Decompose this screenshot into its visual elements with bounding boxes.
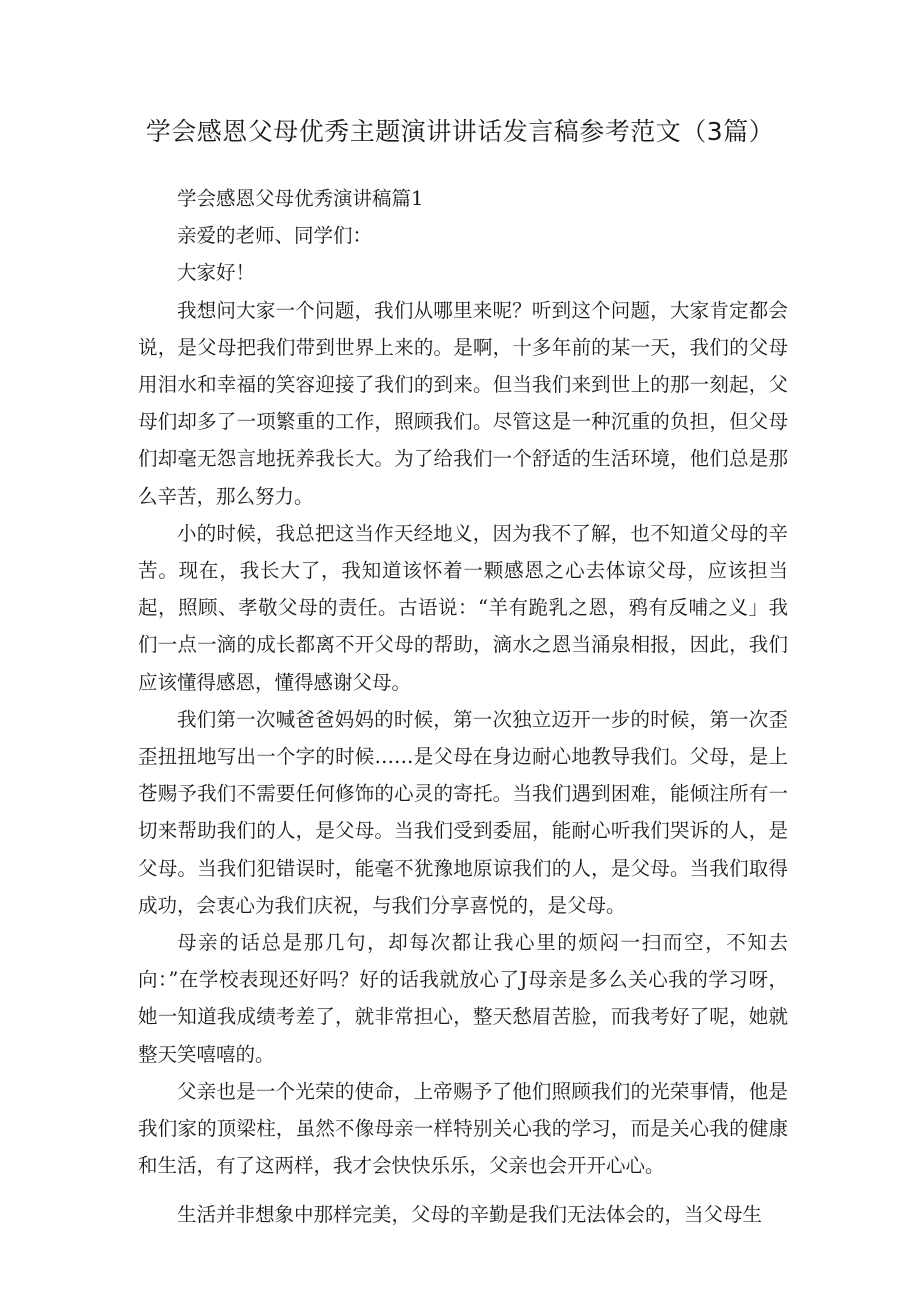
document-title: 学会感恩父母优秀主题演讲讲话发言稿参考范文（3篇） [145, 117, 775, 146]
paragraph: 生活并非想象中那样完美，父母的辛勤是我们无法体会的，当父母生 [177, 1203, 763, 1227]
paragraph: 小的时候，我总把这当作天经地义，因为我不了解，也不知道父母的辛苦。现在，我长大了，我知道该怀着一颗感恩之心去体谅父母，应该担当起，照顾、孝敬父母的责任。古语说：“羊有跪乳之恩，鸦有反哺之义」我们一点一滴的成长都离不开父母的帮助，滴水之恩当涌泉相报，因此，我们应该懂得感恩，懂得感谢父母。 [138, 521, 788, 694]
greeting: 大家好！ [177, 261, 256, 285]
paragraph: 母亲的话总是那几句，却每次都让我心里的烦闷一扫而空，不知去向：”在学校表现还好吗？好的话我就放心了J母亲是多么关心我的学习呀，她一知道我成绩考差了，就非常担心，整天愁眉苦脸，而我考好了呢，她就整天笑嘻嘻的。 [138, 931, 788, 1066]
paragraph: 父亲也是一个光荣的使命，上帝赐予了他们照顾我们的光荣事情，他是我们家的顶梁柱，虽然不像母亲一样特别关心我的学习，而是关心我的健康和生活，有了这两样，我才会快快乐乐，父亲也会开开心心。 [138, 1079, 788, 1178]
salutation: 亲爱的老师、同学们： [177, 224, 373, 248]
paragraph: 我们第一次喊爸爸妈妈的时候，第一次独立迈开一步的时候，第一次歪歪扭扭地写出一个字的时候……是父母在身边耐心地教导我们。父母，是上苍赐予我们不需要任何修饰的心灵的寄托。当我们遇到困难，能倾注所有一切来帮助我们的人，是父母。当我们受到委屈，能耐心听我们哭诉的人，是父母。当我们犯错误时，能毫不犹豫地原谅我们的人，是父母。当我们取得成功，会衷心为我们庆祝，与我们分享喜悦的，是父母。 [138, 707, 788, 917]
paragraph: 我想问大家一个问题，我们从哪里来呢？听到这个问题，大家肯定都会说，是父母把我们带到世界上来的。是啊，十多年前的某一天，我们的父母用泪水和幸福的笑容迎接了我们的到来。但当我们来到世上的那一刻起，父母们却多了一项繁重的工作，照顾我们。尽管这是一种沉重的负担，但父母们却毫无怨言地抚养我长大。为了给我们一个舒适的生活环境，他们总是那么辛苦，那么努力。 [138, 298, 788, 508]
document-body [138, 180, 788, 1234]
section-heading: 学会感恩父母优秀演讲稿篇1 [177, 187, 424, 210]
